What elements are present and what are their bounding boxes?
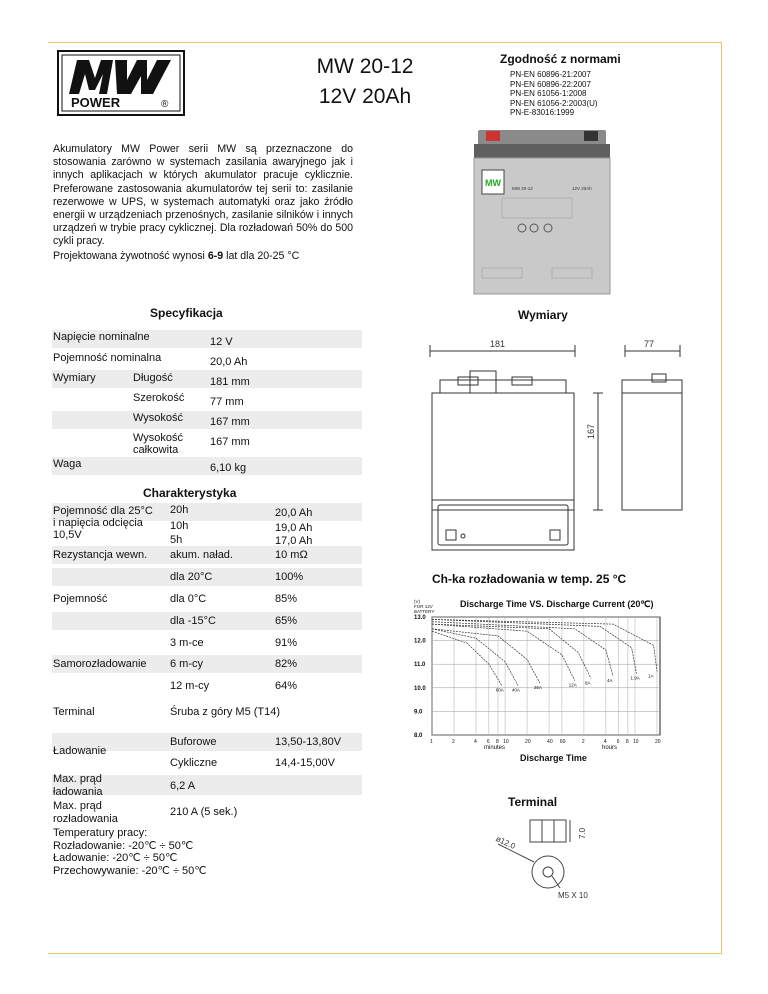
- temp-condition: dla -15°C: [170, 615, 216, 627]
- charge-mode: Cykliczne: [170, 757, 218, 769]
- charging-label: Ładowanie: [53, 745, 107, 757]
- svg-text:12V 20Ah: 12V 20Ah: [572, 186, 592, 191]
- model-rating: 12V 20Ah: [318, 85, 412, 108]
- cap-value: 20,0 Ah: [275, 507, 313, 519]
- cap-value: 19,0 Ah: [275, 522, 313, 534]
- max-discharge-label: Max. prąd rozładowania: [53, 800, 118, 825]
- series-line-26A: [432, 629, 540, 683]
- terminal-screw-dim: M5 X 10: [558, 891, 588, 900]
- self-value: 91%: [275, 637, 298, 649]
- temp-capacity-value: 85%: [275, 593, 298, 605]
- spec-capacity-value: 20,0 Ah: [210, 356, 248, 368]
- spec-height-value: 167 mm: [210, 416, 250, 428]
- cap-rate: 5h: [170, 534, 183, 546]
- series-label: 60A: [495, 687, 504, 693]
- spec-row-shade: [52, 411, 362, 429]
- self-discharge-label: Samorozładowanie: [53, 658, 147, 670]
- max-discharge-value: 210 A (5 sek.): [170, 806, 238, 818]
- self-period: 3 m-ce: [170, 637, 204, 649]
- x-tick-label: 6: [486, 739, 490, 745]
- mw-power-logo: [57, 50, 185, 116]
- design-life: Projektowana żywotność wynosi 6-9 lat dla 20-25 °C: [53, 250, 300, 262]
- temp-condition: dla 20°C: [170, 571, 213, 583]
- x-tick-label: 10: [503, 739, 509, 745]
- frame-right-rule: [721, 42, 722, 954]
- y-tick-label: 9.0: [414, 709, 423, 716]
- chart-title: Discharge Time VS. Discharge Current (20℃): [460, 599, 654, 609]
- spec-total-height-value: 167 mm: [210, 436, 250, 448]
- characteristics-title: Charakterystyka: [143, 486, 237, 500]
- norm-item: PN-E-83016:1999: [510, 108, 575, 118]
- product-title: [290, 52, 440, 112]
- plot-frame: [432, 617, 660, 735]
- x-unit-minutes: minutes: [484, 745, 506, 751]
- series-line-12A: [432, 624, 575, 681]
- operating-temps-title: Temperatury pracy:: [53, 827, 148, 839]
- svg-text:®: ®: [161, 99, 169, 110]
- discharge-chart: [410, 593, 710, 783]
- series-line-8A: [432, 624, 591, 678]
- resistance-label: Rezystancja wewn.: [53, 549, 148, 561]
- resistance-condition: akum. naład.: [170, 549, 233, 561]
- dimensions-drawing: [410, 325, 710, 555]
- x-tick-label: 2: [581, 739, 585, 745]
- series-label: 8A: [584, 680, 591, 686]
- discharge-chart-heading: Ch-ka rozładowania w temp. 25 °C: [432, 572, 627, 586]
- self-value: 64%: [275, 680, 298, 692]
- norm-item: PN-EN 60896-21:2007: [510, 70, 591, 79]
- series-line-60A: [432, 631, 502, 685]
- norm-item: PN-EN 61056-2:2003(U): [510, 98, 598, 108]
- y-unit-line: FOR 12V: [414, 604, 433, 609]
- cap-rate: 20h: [170, 504, 189, 516]
- terminal-title: Terminal: [508, 795, 558, 809]
- operating-temp-item: Rozładowanie: -20℃ ÷ 50℃: [53, 839, 194, 852]
- spec-total-height-label: Wysokość całkowita: [133, 432, 184, 456]
- x-tick-label: 20: [525, 739, 531, 745]
- operating-temp-item: Ładowanie: -20℃ ÷ 50℃: [53, 852, 178, 864]
- frame-bottom-rule: [48, 953, 722, 954]
- charge-voltage: 14,4-15,00V: [275, 757, 335, 769]
- series-label: 40A: [511, 687, 520, 693]
- spec-dims-label: Wymiary: [53, 372, 96, 384]
- cap-value: 17,0 Ah: [275, 535, 313, 547]
- series-label: 1.9A: [630, 675, 640, 681]
- terminal-drawing: [468, 814, 608, 906]
- norms-list: [510, 70, 650, 118]
- x-tick-label: 1: [430, 739, 433, 745]
- x-axis-title: Discharge Time: [520, 753, 587, 763]
- x-tick-label: 4: [473, 739, 477, 745]
- spec-length-value: 181 mm: [210, 376, 250, 388]
- y-tick-label: 12.0: [414, 638, 426, 645]
- svg-text:167: 167: [586, 423, 596, 439]
- x-tick-label: 8: [625, 739, 629, 745]
- temp-capacity-label: Pojemność: [53, 593, 108, 605]
- terminal-value: Śruba z góry M5 (T14): [170, 706, 281, 718]
- model-name: MW 20-12: [316, 55, 414, 78]
- charge-voltage: 13,50-13,80V: [275, 736, 342, 748]
- design-life-value: 6-9: [207, 250, 224, 262]
- x-tick-label: 10: [632, 739, 639, 745]
- product-description: Akumulatory MW Power serii MW są przeznaczone do stosowania zarówno w systemach zasilania awaryjnego jak i innych aplikacjach w których akumulator pracuje cyklicznie. Preferowane zastosowania akumulatorów tej serii to: zasilanie rezerwowe w UPS, w systemach automatyki oraz jako źródło energii w urządzeniach przenośnych, zasilanie silników i innych urządzeń w trybie pracy cyklicznej. Dla rozładowań 50% do 500 cykli pracy.: [53, 143, 353, 248]
- spec-weight-label: Waga: [53, 458, 82, 470]
- self-period: 6 m-cy: [170, 658, 203, 670]
- y-tick-label: 8.0: [414, 733, 423, 739]
- battery-photo: [472, 128, 612, 298]
- max-charge-label: Max. prąd ładowania: [53, 773, 103, 798]
- temp-condition: dla 0°C: [170, 593, 207, 605]
- svg-text:MW 20-12: MW 20-12: [512, 186, 533, 191]
- terminal-label: Terminal: [53, 706, 95, 718]
- x-tick-label: 2: [451, 739, 455, 745]
- series-label: 12A: [568, 682, 577, 688]
- series-label: 4A: [606, 678, 613, 683]
- spec-width-label: Szerokość: [133, 392, 185, 404]
- terminal-height-dim: 7.0: [578, 827, 587, 839]
- resistance-value: 10 mΩ: [275, 549, 308, 561]
- svg-text:POWER: POWER: [71, 95, 121, 110]
- max-charge-value: 6,2 A: [170, 780, 196, 792]
- temp-capacity-value: 100%: [275, 571, 304, 583]
- capacity-condition-label: Pojemność dla 25°C i napięcia odcięcia 10,5V: [53, 505, 153, 541]
- spec-voltage-label: Napięcie nominalne: [53, 331, 150, 343]
- y-unit-line: BATTERY: [414, 609, 435, 614]
- svg-text:MW: MW: [485, 178, 501, 188]
- x-tick-label: 60: [559, 739, 566, 745]
- terminal-diameter-dim: ø12.0: [494, 834, 517, 851]
- y-tick-label: 10.0: [414, 685, 426, 692]
- operating-temp-item: Przechowywanie: -20℃ ÷ 50℃: [53, 864, 207, 877]
- spec-height-label: Wysokość: [133, 412, 184, 424]
- spec-voltage-value: 12 V: [210, 336, 233, 348]
- operating-temps: [53, 827, 207, 877]
- x-unit-hours: hours: [602, 745, 618, 751]
- x-tick-label: 4: [603, 739, 607, 745]
- spec-title: Specyfikacja: [150, 306, 223, 320]
- norms-title: Zgodność z normami: [500, 52, 621, 66]
- norm-item: PN-EN 61056-1:2008: [510, 89, 587, 99]
- charge-mode: Buforowe: [170, 736, 217, 748]
- self-period: 12 m-cy: [170, 680, 210, 692]
- svg-text:181: 181: [490, 339, 506, 349]
- spec-width-value: 77 mm: [210, 396, 244, 408]
- x-tick-label: 6: [616, 739, 620, 745]
- spec-length-label: Długość: [133, 372, 173, 384]
- temp-capacity-value: 65%: [275, 615, 298, 627]
- spec-weight-value: 6,10 kg: [210, 462, 247, 474]
- y-tick-label: 13.0: [414, 615, 426, 621]
- frame-top-rule: [48, 42, 722, 43]
- self-value: 82%: [275, 658, 298, 670]
- cap-rate: 10h: [170, 520, 189, 532]
- x-tick-label: 20: [654, 739, 661, 745]
- series-label: 26A: [533, 685, 542, 691]
- spec-row-shade: [52, 370, 362, 388]
- series-label: 1A: [648, 673, 654, 679]
- spec-capacity-label: Pojemność nominalna: [53, 352, 162, 364]
- svg-text:77: 77: [644, 339, 655, 349]
- dimensions-title: Wymiary: [518, 308, 568, 322]
- y-unit-line: (V): [414, 599, 420, 604]
- norm-item: PN-EN 60896-22:2007: [510, 79, 591, 89]
- spec-row-shade: [52, 457, 362, 475]
- x-tick-label: 8: [495, 739, 499, 745]
- y-tick-label: 11.0: [414, 662, 426, 669]
- x-tick-label: 40: [547, 739, 553, 745]
